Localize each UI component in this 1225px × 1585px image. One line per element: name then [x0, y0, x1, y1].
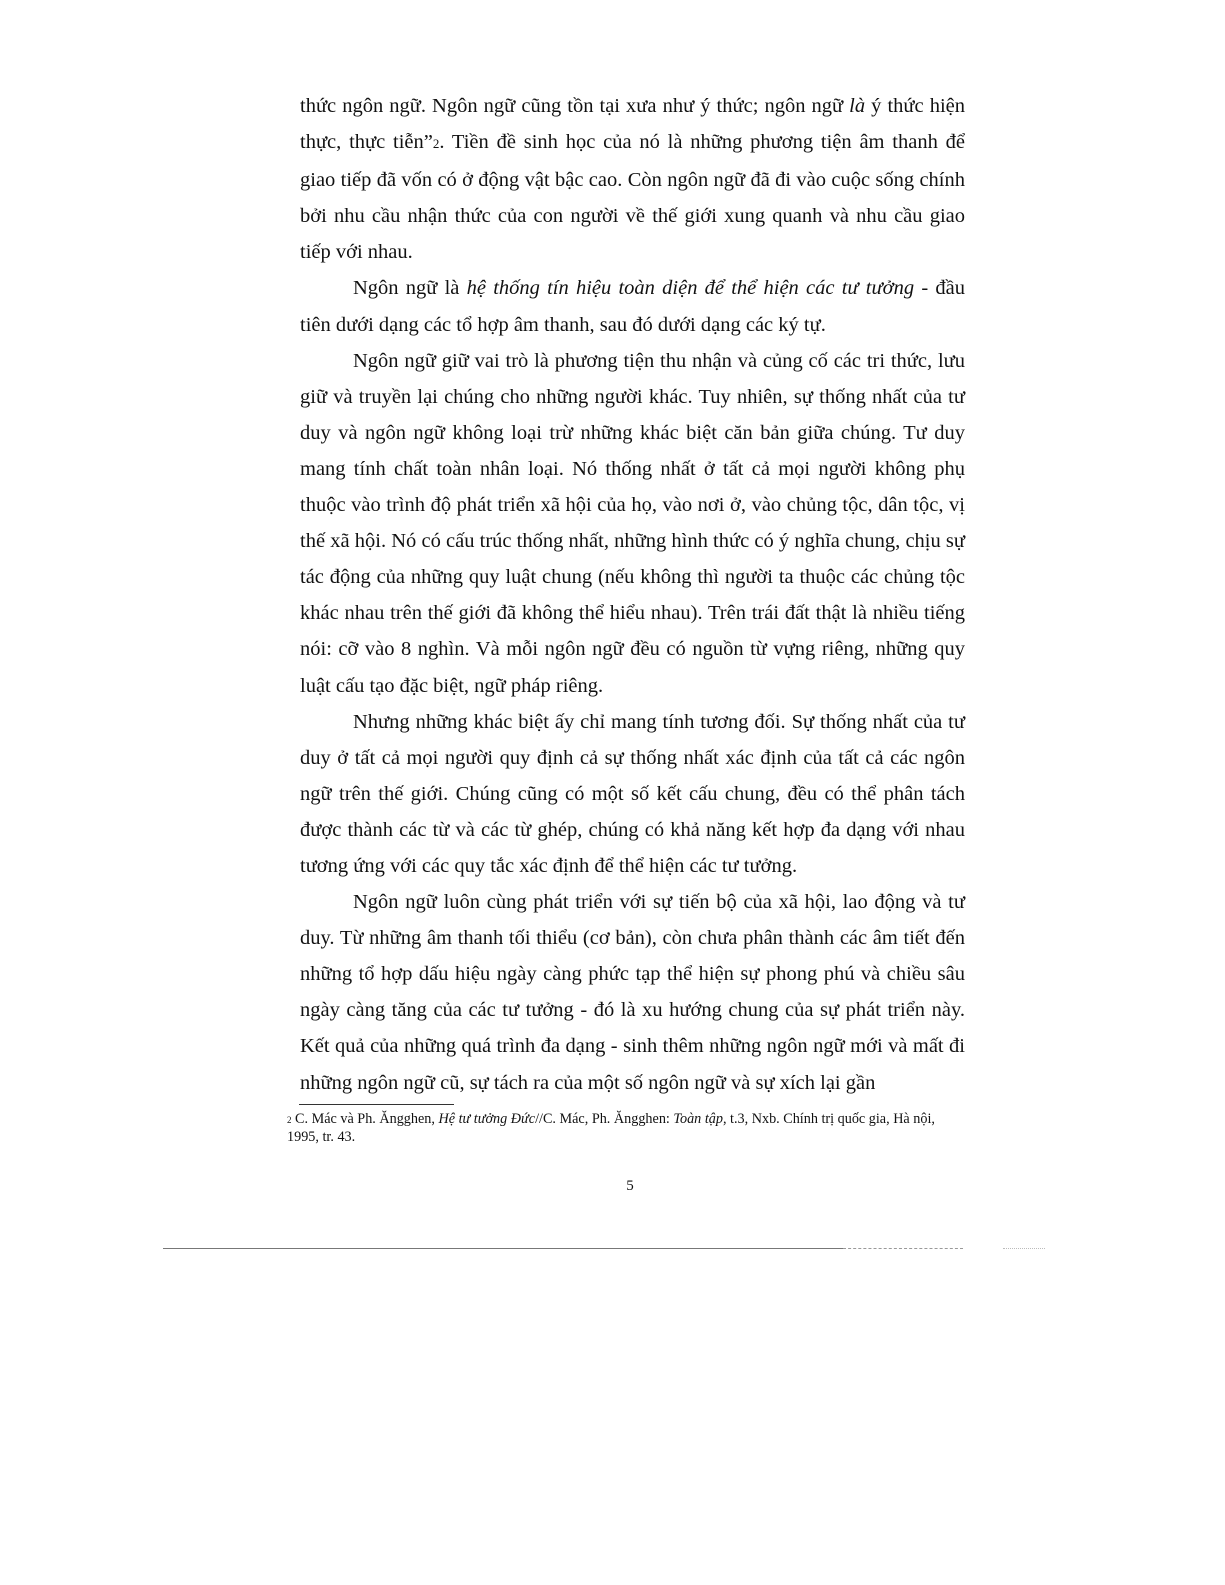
paragraph — [300, 270, 965, 342]
text-run: Nhưng những khác biệt ấy chỉ mang tính tương đối. Sự thống nhất của tư duy ở tất cả mọi người quy định cả sự thống nhất xác định của tất cả các ngôn ngữ trên thế giới. Chúng cũng có một số kết cấu chung, đều có thể phân tách được thành các từ và các từ ghép, chúng có khả năng kết hợp đa dạng với nhau tương ứng với các quy tắc xác định để thể hiện các tư tưởng. — [300, 710, 965, 877]
text-run: - đầu tiên dưới dạng các tổ hợp âm thanh, sau đó dưới dạng các ký tự. — [300, 277, 965, 336]
footnote-reference: 2 — [432, 136, 440, 152]
text-run: ý thức hiện thực, thực tiễn” — [300, 95, 965, 154]
text-run: //C. Mác, Ph. Ăngghen: — [535, 1111, 674, 1127]
text-run: Ngôn ngữ luôn cùng phát triển với sự tiến bộ của xã hội, lao động và tư duy. Từ những âm thanh tối thiểu (cơ bản), còn chưa phân thành các âm tiết đến những tổ hợp dấu hiệu ngày càng phức tạp thể hiện sự phong phú và chiều sâu ngày càng tăng của các tư tưởng - đó là xu hướng chung của sự phát triển này. Kết quả của những quá trình đa dạng - sinh thêm những ngôn ngữ mới và mất đi những ngôn ngữ cũ, sự tách ra của một số ngôn ngữ và sự xích lại gần — [300, 891, 965, 1094]
paragraph — [300, 88, 965, 270]
paragraph — [300, 704, 965, 884]
page-bottom-rule-dotted — [1003, 1248, 1045, 1249]
italic-text: Hệ tư tưởng Đức — [438, 1111, 536, 1127]
text-run: thức ngôn ngữ. Ngôn ngữ cũng tồn tại xưa như ý thức; ngôn ngữ — [300, 95, 850, 117]
text-run: , t.3, Nxb. Chính trị quốc gia, Hà nội, 1995, tr. 43. — [287, 1111, 935, 1145]
body-text — [300, 88, 965, 1101]
paragraph — [300, 884, 965, 1101]
footnote-number: 2 — [287, 1115, 292, 1125]
text-run: Ngôn ngữ là — [353, 277, 467, 300]
footnote-text — [287, 1111, 935, 1145]
page-bottom-rule-dashed — [843, 1248, 963, 1249]
footnote-separator — [299, 1104, 454, 1105]
footnote — [287, 1111, 965, 1145]
italic-text: hệ thống tín hiệu toàn diện để thể hiện các tư tưởng — [466, 277, 915, 300]
page-number: 5 — [626, 1178, 634, 1194]
text-run: Ngôn ngữ giữ vai trò là phương tiện thu nhận và củng cố các tri thức, lưu giữ và truyền lại chúng cho những người khác. Tuy nhiên, sự thống nhất của tư duy và ngôn ngữ không loại trừ những khác biệt căn bản giữa chúng. Tư duy mang tính chất toàn nhân loại. Nó thống nhất ở tất cả mọi người không phụ thuộc vào trình độ phát triển xã hội của họ, vào nơi ở, vào chủng tộc, dân tộc, vị thế xã hội. Nó có cấu trúc thống nhất, những hình thức có ý nghĩa chung, chịu sự tác động của những quy luật chung (nếu không thì người ta thuộc các chủng tộc khác nhau trên thế giới đã không thể hiểu nhau). Trên trái đất thật là nhiều tiếng nói: cỡ vào 8 nghìn. Và mỗi ngôn ngữ đều có nguồn từ vựng riêng, những quy luật cấu tạo đặc biệt, ngữ pháp riêng. — [300, 349, 965, 697]
text-run: . Tiền đề sinh học của nó là những phương tiện âm thanh để giao tiếp đã vốn có ở động vật bậc cao. Còn ngôn ngữ đã đi vào cuộc sống chính bởi nhu cầu nhận thức của con người về thế giới xung quanh và nhu cầu giao tiếp với nhau. — [300, 131, 965, 264]
italic-text: Toàn tập — [673, 1111, 723, 1127]
text-run: C. Mác và Ph. Ăngghen, — [291, 1111, 439, 1127]
italic-text: là — [849, 95, 866, 117]
paragraph — [300, 343, 965, 704]
page-bottom-rule — [163, 1248, 843, 1249]
